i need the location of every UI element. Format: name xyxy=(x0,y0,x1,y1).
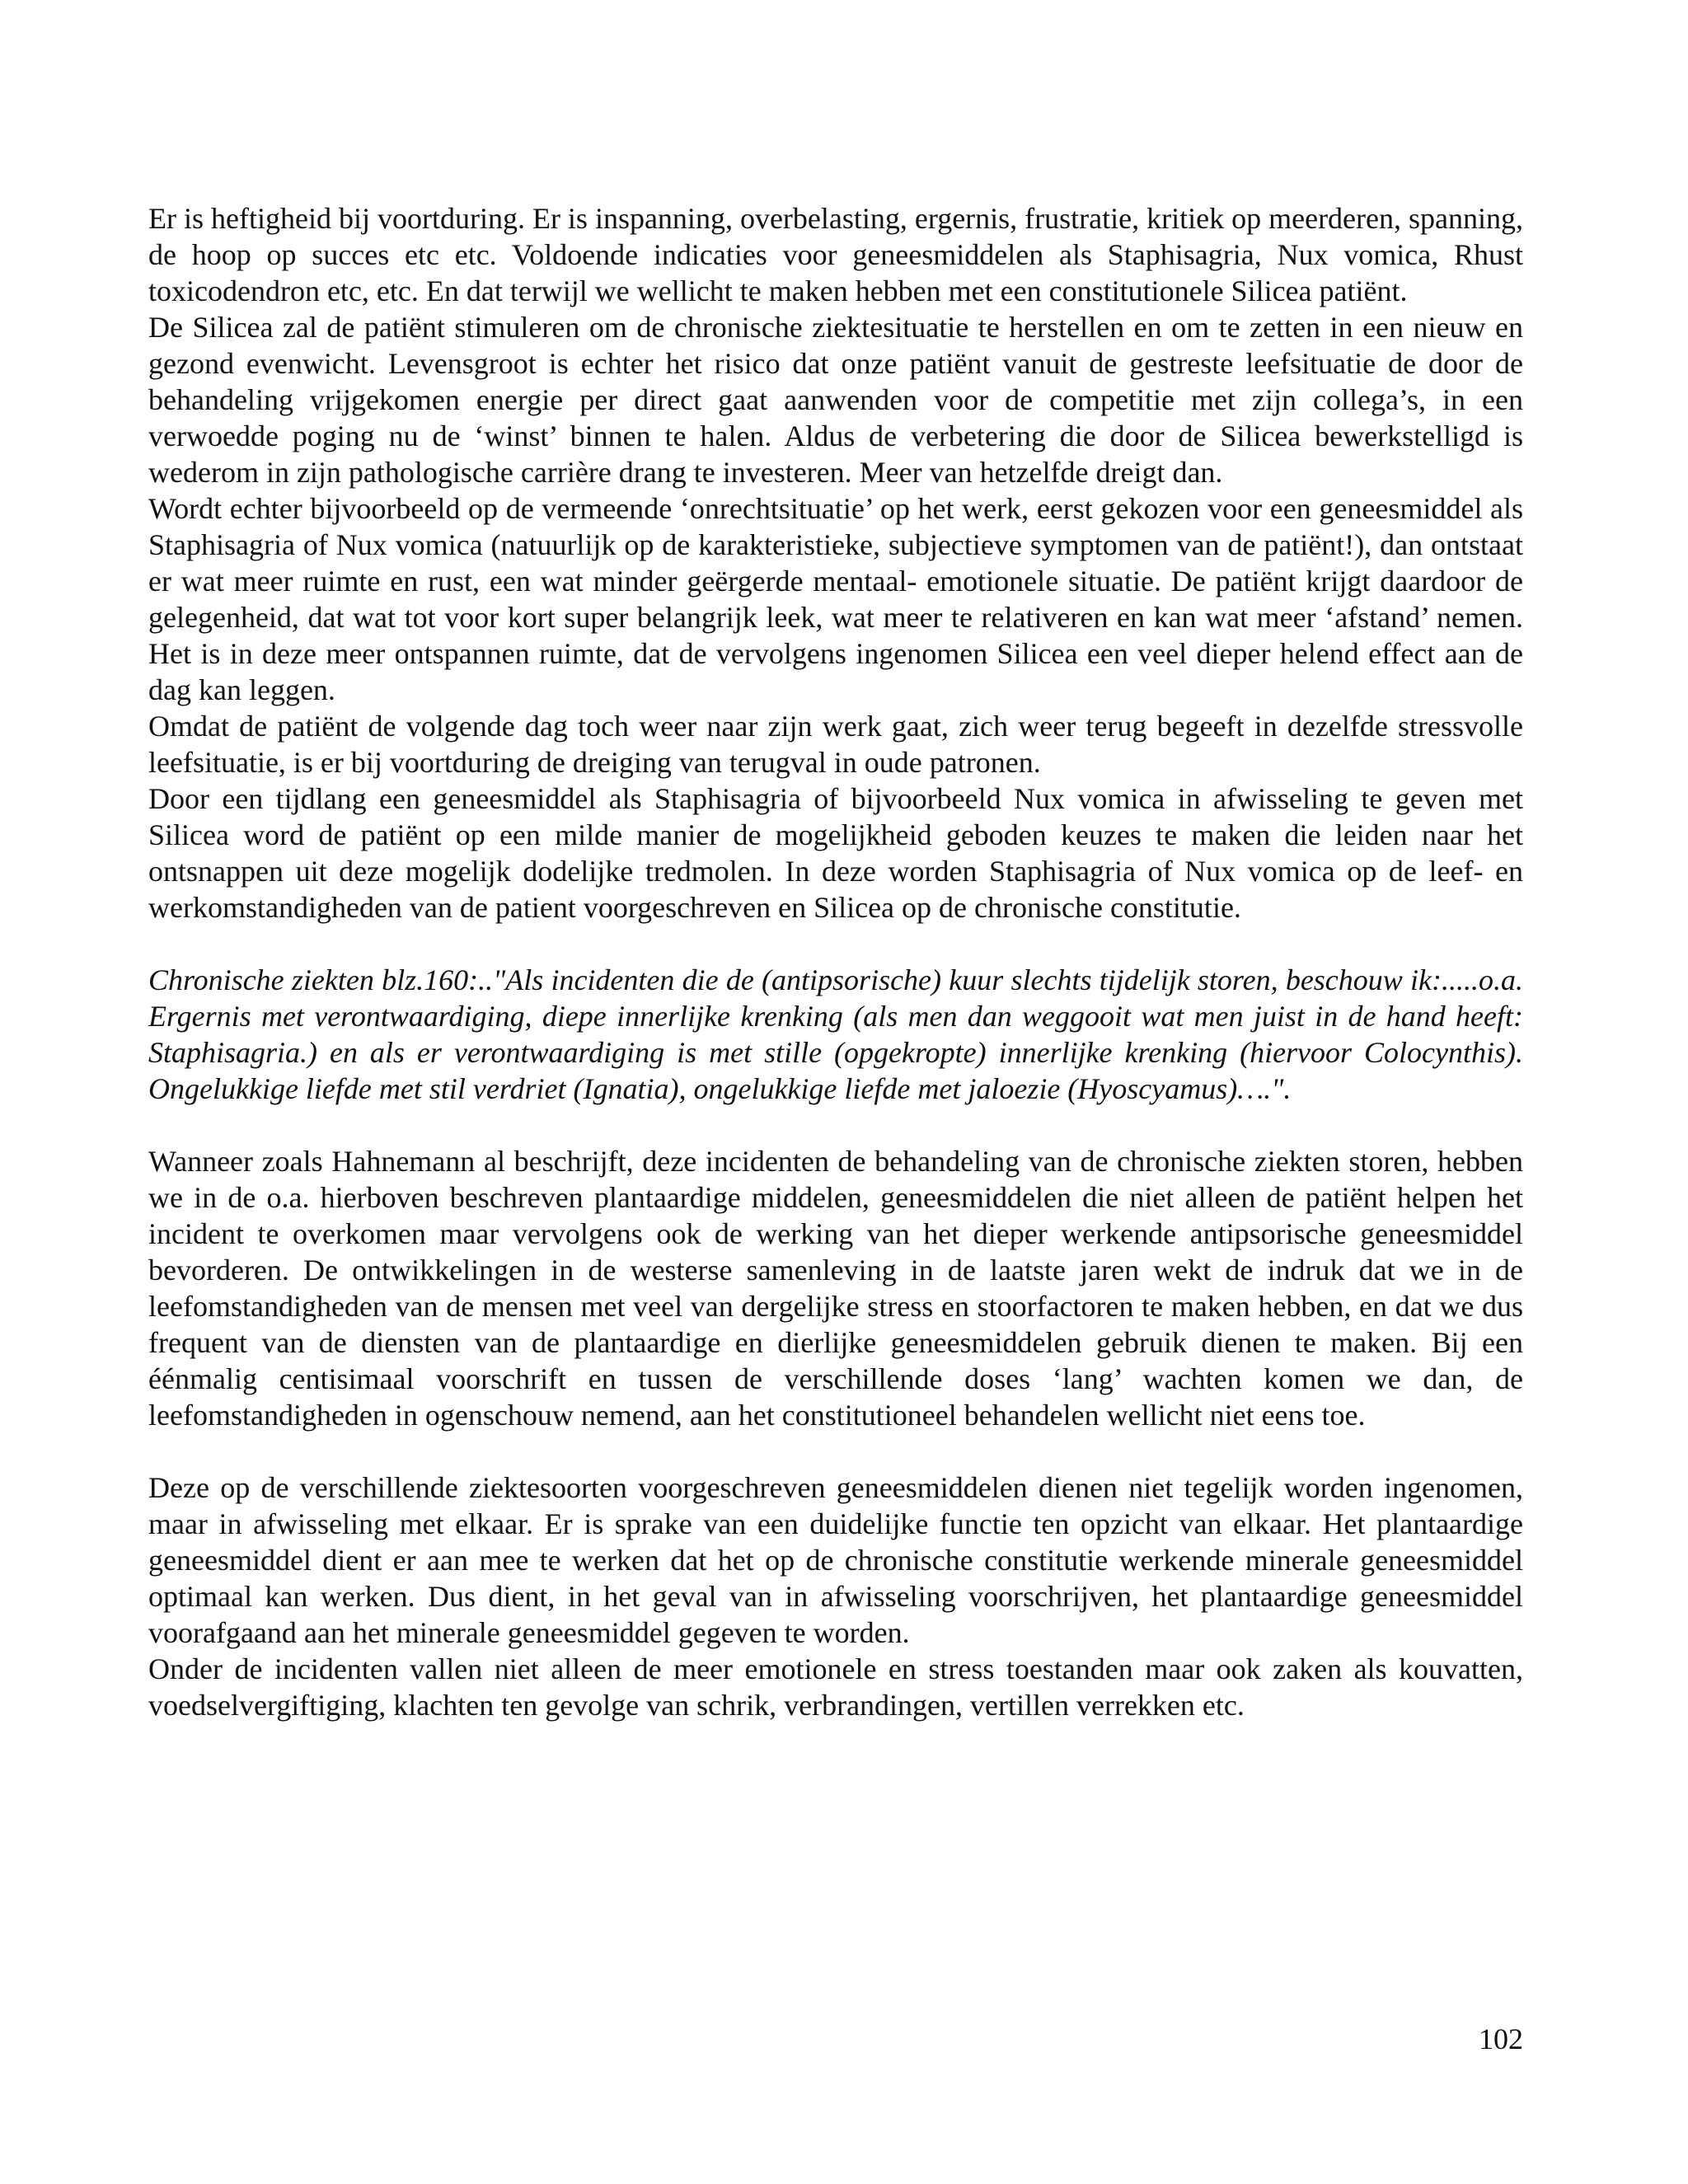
paragraph-6: Wanneer zoals Hahnemann al beschrijft, deze incidenten de behandeling van de chronische ziekten storen, hebben we in de o.a. hierboven beschreven plantaardige middelen, geneesmiddelen die niet alleen de patiënt helpen het incident te overkomen maar vervolgens ook de werking van het dieper werkende antipsorische geneesmiddel bevorderen. De ontwikkelingen in de westerse samenleving in de laatste jaren wekt de indruk dat we in de leefomstandigheden van de mensen met veel van dergelijke stress en stoorfactoren te maken hebben, en dat we dus frequent van de diensten van de plantaardige en dierlijke geneesmiddelen gebruik dienen te maken. Bij een éénmalig centisimaal voorschrift en tussen de verschillende doses ‘lang’ wachten komen we dan, de leefomstandigheden in ogenschouw nemend, aan het constitutioneel behandelen wellicht niet eens toe. xyxy=(148,1145,1523,1432)
paragraph-3: Wordt echter bijvoorbeeld op de vermeende ‘onrechtsituatie’ op het werk, eerst gekozen voor een geneesmiddel als Staphisagria of Nux vomica (natuurlijk op de karakteristieke, subjectieve symptomen van de patiënt!), dan ontstaat er wat meer ruimte en rust, een wat minder geërgerde mentaal- emotionele situatie. De patiënt krijgt daardoor de gelegenheid, dat wat tot voor kort super belangrijk leek, wat meer te relativeren en kan wat meer ‘afstand’ nemen. Het is in deze meer ontspannen ruimte, dat de vervolgens ingenomen Silicea een veel dieper helend effect aan de dag kan leggen. xyxy=(148,492,1523,706)
paragraph-5: Door een tijdlang een geneesmiddel als Staphisagria of bijvoorbeeld Nux vomica in afwisseling te geven met Silicea word de patiënt op een milde manier de mogelijkheid geboden keuzes te maken die leiden naar het ontsnappen uit deze mogelijk dodelijke tredmolen. In deze worden Staphisagria of Nux vomica op de leef- en werkomstandigheden van de patient voorgeschreven en Silicea op de chronische constitutie. xyxy=(148,782,1523,924)
spacer xyxy=(148,1433,1523,1469)
page-number: 102 xyxy=(1479,2022,1523,2055)
hahnemann-quote: Chronische ziekten blz.160:.."Als incidenten die de (antipsorische) kuur slechts tijdelijk storen, beschouw ik:.....o.a. Ergernis met verontwaardiging, diepe innerlijke krenking (als men dan weggooit wat men juist in de hand heeft: Staphisagria.) en als er verontwaardiging is met stille (opgekropte) innerlijke krenking (hiervoor Colocynthis). Ongelukkige liefde met stil verdriet (Ignatia), ongelukkige liefde met jaloezie (Hyoscyamus)….". xyxy=(148,963,1523,1105)
page-body xyxy=(148,200,1523,1723)
spacer xyxy=(148,1107,1523,1143)
paragraph-2: De Silicea zal de patiënt stimuleren om de chronische ziektesituatie te herstellen en om te zetten in een nieuw en gezond evenwicht. Levensgroot is echter het risico dat onze patiënt vanuit de gestreste leefsituatie de door de behandeling vrijgekomen energie per direct gaat aanwenden voor de competitie met zijn collega’s, in een verwoedde poging nu de ‘winst’ binnen te halen. Aldus de verbetering die door de Silicea bewerkstelligd is wederom in zijn pathologische carrière drang te investeren. Meer van hetzelfde dreigt dan. xyxy=(148,311,1523,489)
spacer xyxy=(148,926,1523,962)
paragraph-4: Omdat de patiënt de volgende dag toch weer naar zijn werk gaat, zich weer terug begeeft in dezelfde stressvolle leefsituatie, is er bij voortduring de dreiging van terugval in oude patronen. xyxy=(148,710,1523,779)
paragraph-8: Onder de incidenten vallen niet alleen de meer emotionele en stress toestanden maar ook zaken als kouvatten, voedselvergiftiging, klachten ten gevolge van schrik, verbrandingen, vertillen verrekken etc. xyxy=(148,1652,1523,1722)
paragraph-1: Er is heftigheid bij voortduring. Er is inspanning, overbelasting, ergernis, frustratie, kritiek op meerderen, spanning, de hoop op succes etc etc. Voldoende indicaties voor geneesmiddelen als Staphisagria, Nux vomica, Rhust toxicodendron etc, etc. En dat terwijl we wellicht te maken hebben met een constitutionele Silicea patiënt. xyxy=(148,202,1523,307)
paragraph-7: Deze op de verschillende ziektesoorten voorgeschreven geneesmiddelen dienen niet tegelijk worden ingenomen, maar in afwisseling met elkaar. Er is sprake van een duidelijke functie ten opzicht van elkaar. Het plantaardige geneesmiddel dient er aan mee te werken dat het op de chronische constitutie werkende minerale geneesmiddel optimaal kan werken. Dus dient, in het geval van in afwisseling voorschrijven, het plantaardige geneesmiddel voorafgaand aan het minerale geneesmiddel gegeven te worden. xyxy=(148,1471,1523,1649)
